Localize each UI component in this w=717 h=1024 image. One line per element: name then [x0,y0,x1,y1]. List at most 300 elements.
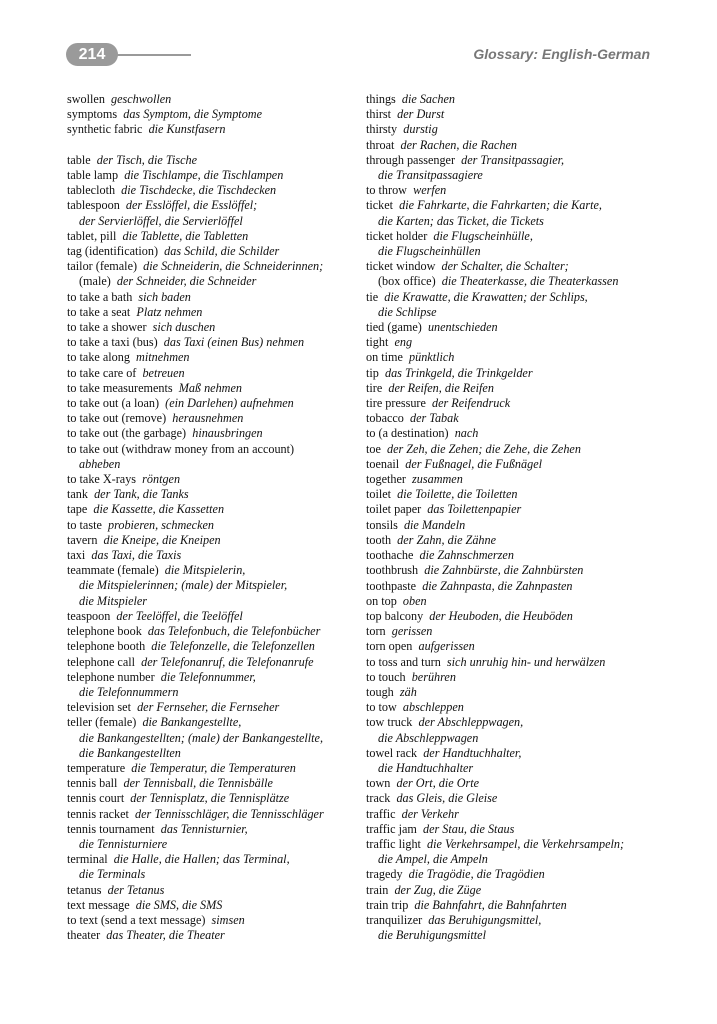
glossary-entry [67,548,357,563]
english-term: traffic jam [366,821,417,836]
glossary-entry [366,883,666,898]
english-term: tablespoon [67,198,120,213]
german-translation: unentschieden [427,320,498,335]
glossary-entry [366,396,666,411]
glossary-entry [67,472,357,487]
german-translation: zusammen [412,472,463,487]
english-term: tennis court [67,791,125,806]
german-translation: der Tisch, die Tische [96,152,197,167]
german-translation: die Transitpassagiere [378,168,483,183]
glossary-entry [366,335,666,350]
german-translation: mitnehmen [136,350,190,365]
english-term: table [67,152,91,167]
english-term: tragedy [366,867,403,882]
glossary-entry [67,381,357,396]
english-term: on top [366,593,397,608]
german-translation: der Rachen, die Rachen [400,137,517,152]
glossary-entry [366,290,666,305]
glossary-entry [366,244,666,259]
german-translation: das Tennisturnier, [160,821,248,836]
glossary-entry [67,913,357,928]
german-translation: oben [402,593,427,608]
glossary-entry [67,229,357,244]
glossary-entry [366,624,666,639]
german-translation: die Zahnbürste, die Zahnbürsten [424,563,584,578]
english-term: to toss and turn [366,654,441,669]
glossary-entry [67,335,357,350]
german-translation: der Servierlöffel, die Servierlöffel [79,213,243,228]
german-translation: hinausbringen [192,426,263,441]
glossary-entry [366,594,666,609]
glossary-entry [67,746,357,761]
english-term: to throw [366,183,407,198]
glossary-entry [67,761,357,776]
german-translation: aufgerissen [418,639,475,654]
glossary-entry [366,426,666,441]
glossary-entry [67,426,357,441]
german-translation: die Bankangestellten; (male) der Bankangestellte, [79,730,324,745]
glossary-entry [366,229,666,244]
german-translation: der Heuboden, die Heuböden [429,608,573,623]
german-translation: die Telefonnummer, [160,669,256,684]
glossary-entry [366,214,666,229]
german-translation: das Theater, die Theater [106,928,225,943]
german-translation: röntgen [142,472,181,487]
english-term: together [366,472,406,487]
english-term: ticket holder [366,228,428,243]
glossary-entry [366,655,666,670]
english-term: to tow [366,700,397,715]
german-translation: die Mandeln [403,517,466,532]
german-translation: die Sachen [401,92,456,106]
german-translation: geschwollen [111,92,172,106]
english-term: tablet, pill [67,228,117,243]
german-translation: die Tischlampe, die Tischlampen [124,168,284,182]
glossary-column-right [366,92,666,943]
german-translation: das Telefonbuch, die Telefonbücher [147,624,321,639]
glossary-entry [366,122,666,137]
german-translation: zäh [399,684,417,699]
glossary-entry [67,822,357,837]
glossary-entry [67,168,357,183]
glossary-entry [366,731,666,746]
german-translation: die Terminals [79,867,146,882]
glossary-entry [366,472,666,487]
english-term: telephone number [67,669,155,684]
german-translation: das Toilettenpapier [427,502,522,517]
german-translation: der Tetanus [107,882,165,897]
german-translation: die Handtuchhalter [378,760,474,775]
english-term: tooth [366,532,392,547]
english-term: toothbrush [366,563,419,578]
glossary-entry [366,487,666,502]
running-head: Glossary: English-German [473,46,650,62]
english-term: symptoms [67,107,118,122]
german-translation: der Reifen, die Reifen [388,380,494,395]
glossary-entry [366,548,666,563]
german-translation: Maß nehmen [178,380,242,395]
german-translation: simsen [211,912,245,927]
german-translation: der Tank, die Tanks [94,487,189,502]
glossary-entry [67,715,357,730]
english-term: theater [67,928,101,943]
glossary-entry [67,153,357,168]
english-term: thirsty [366,122,398,137]
english-term: table lamp [67,168,119,182]
glossary-entry [366,837,666,852]
english-term: to (a destination) [366,426,449,441]
english-term: telephone call [67,654,136,669]
glossary-entry [67,320,357,335]
english-term: tag (identification) [67,244,159,259]
glossary-entry [67,731,357,746]
english-term: synthetic fabric [67,122,143,137]
glossary-entry [366,153,666,168]
german-translation: der Fußnagel, die Fußnägel [405,456,543,471]
german-translation: die Telefonnummern [79,684,179,699]
english-term: tennis tournament [67,821,155,836]
english-term: temperature [67,760,126,775]
german-translation: das Schild, die Schilder [164,244,280,259]
glossary-entry [366,366,666,381]
english-term: top balcony [366,608,424,623]
header-rule [116,54,191,56]
english-term: swollen [67,92,105,106]
german-translation: die Temperatur, die Temperaturen [131,760,296,775]
german-translation: der Tennisball, die Tennisbälle [123,776,273,791]
glossary-entry [366,913,666,928]
glossary-entry [67,290,357,305]
glossary-entry [366,92,666,107]
english-term: television set [67,700,131,715]
english-term: to take a taxi (bus) [67,335,158,350]
page-number-badge: 214 [66,43,118,66]
glossary-entry [366,138,666,153]
glossary-entry [366,746,666,761]
english-term: track [366,791,391,806]
glossary-entry [67,107,357,122]
glossary-entry [366,852,666,867]
german-translation: durstig [403,122,438,137]
german-translation: die Mitspielerin, [164,563,246,578]
english-term: toilet paper [366,502,422,517]
english-term: toilet [366,487,392,502]
german-translation: die Tennisturniere [79,836,168,851]
section-gap [67,138,357,153]
german-translation: der Stau, die Staus [422,821,515,836]
english-term: to take out (withdraw money from an account) [67,441,295,456]
glossary-entry [67,366,357,381]
glossary-entry [67,350,357,365]
glossary-entry [366,457,666,472]
english-term: toenail [366,456,400,471]
english-term: teaspoon [67,608,111,623]
glossary-entry [67,685,357,700]
german-translation: die Mitspielerinnen; (male) der Mitspieler, [79,578,288,593]
german-translation: die Flugscheinhülle, [433,228,533,243]
glossary-entry [67,214,357,229]
glossary-entry [366,350,666,365]
german-translation: das Trinkgeld, die Trinkgelder [384,365,533,380]
english-term: to touch [366,669,406,684]
english-term: tennis ball [67,776,118,791]
german-translation: der Schalter, die Schalter; [441,259,569,274]
glossary-entry [67,807,357,822]
german-translation: das Taxi, die Taxis [91,548,182,563]
english-term: tip [366,365,379,380]
german-translation: der Esslöffel, die Esslöffel; [125,198,258,213]
glossary-entry [366,867,666,882]
glossary-entry [67,244,357,259]
german-translation: die Schneiderin, die Schneiderinnen; [143,259,324,274]
glossary-entry [366,898,666,913]
glossary-entry [366,320,666,335]
glossary-entry [366,259,666,274]
glossary-entry [67,198,357,213]
glossary-entry [67,92,357,107]
german-translation: abheben [79,456,121,471]
glossary-entry [366,305,666,320]
german-translation: die Bankangestellten [79,745,181,760]
english-term: town [366,776,391,791]
english-term: to take a seat [67,304,131,319]
german-translation: die SMS, die SMS [135,897,223,912]
german-translation: die Kneipe, die Kneipen [103,532,221,547]
german-translation: gerissen [391,624,433,639]
english-term: taxi [67,548,86,563]
glossary-entry [366,715,666,730]
german-translation: der Handtuchhalter, [423,745,522,760]
english-term: telephone booth [67,639,146,654]
german-translation: der Reifendruck [432,396,511,411]
german-translation: sich baden [138,289,191,304]
german-translation: der Telefonanruf, die Telefonanrufe [141,654,314,669]
english-term: to take X-rays [67,472,137,487]
german-translation: die Beruhigungsmittel [378,928,486,943]
german-translation: die Tablette, die Tabletten [122,228,249,243]
english-term: things [366,92,396,106]
english-term: torn [366,624,386,639]
german-translation: der Fernseher, die Fernseher [137,700,280,715]
glossary-entry [67,867,357,882]
english-term: train trip [366,897,409,912]
glossary-entry [67,852,357,867]
english-term: traffic light [366,836,421,851]
german-translation: das Symptom, die Symptome [123,107,262,122]
glossary-entry [67,791,357,806]
glossary-entry [366,822,666,837]
glossary-entry [366,563,666,578]
german-translation: der Zug, die Züge [394,882,482,897]
glossary-entry [67,655,357,670]
german-translation: pünktlich [409,350,455,365]
german-translation: das Gleis, die Gleise [396,791,498,806]
glossary-entry [366,442,666,457]
glossary-entry [366,411,666,426]
glossary-entry [366,807,666,822]
english-term: tough [366,684,394,699]
english-term: on time [366,350,403,365]
german-translation: abschleppen [402,700,464,715]
german-translation: der Tennisschläger, die Tennisschläger [135,806,324,821]
german-translation: die Zahnpasta, die Zahnpasten [422,578,573,593]
english-term: toothpaste [366,578,417,593]
german-translation: der Teelöffel, die Teelöffel [116,608,243,623]
glossary-entry [67,533,357,548]
glossary-entry [67,396,357,411]
german-translation: die Tragödie, die Tragödien [408,867,545,882]
german-translation: der Transitpassagier, [461,152,565,167]
german-translation: die Halle, die Hallen; das Terminal, [113,852,290,867]
english-term: tailor (female) [67,259,138,274]
english-term: tobacco [366,411,404,426]
glossary-entry [366,274,666,289]
german-translation: die Bahnfahrt, die Bahnfahrten [414,897,567,912]
english-term: tire [366,380,383,395]
english-term: ticket window [366,259,436,274]
german-translation: der Zeh, die Zehen; die Zehe, die Zehen [386,441,581,456]
english-term: ticket [366,198,394,213]
english-term: tie [366,289,379,304]
english-term: traffic [366,806,396,821]
german-translation: die Theaterkasse, die Theaterkassen [441,274,619,289]
glossary-entry [67,518,357,533]
english-term: towel rack [366,745,418,760]
glossary-entry [67,609,357,624]
german-translation: Platz nehmen [136,304,203,319]
german-translation: herausnehmen [172,411,244,426]
german-translation: eng [394,335,413,350]
glossary-column-left [67,92,357,943]
german-translation: nach [454,426,479,441]
german-translation: die Telefonzelle, die Telefonzellen [151,639,315,654]
german-translation: betreuen [142,365,185,380]
glossary-entry [366,670,666,685]
german-translation: der Ort, die Orte [396,776,480,791]
german-translation: die Flugscheinhüllen [378,244,481,259]
glossary-entry [67,274,357,289]
glossary-entry [67,883,357,898]
english-term: (box office) [378,274,436,289]
english-term: to take out (a loan) [67,396,160,411]
english-term: teller (female) [67,715,137,730]
english-term: torn open [366,639,413,654]
german-translation: der Zahn, die Zähne [397,532,497,547]
german-translation: der Tennisplatz, die Tennisplätze [130,791,290,806]
english-term: toe [366,441,381,456]
glossary-entry [67,457,357,472]
german-translation: die Schlipse [378,304,437,319]
english-term: thirst [366,107,392,122]
german-translation: der Schneider, die Schneider [116,274,257,289]
english-term: terminal [67,852,108,867]
german-translation: sich duschen [152,320,216,335]
glossary-entry [366,198,666,213]
english-term: through passenger [366,152,456,167]
english-term: to take along [67,350,130,365]
english-term: train [366,882,389,897]
glossary-entry [366,776,666,791]
english-term: to taste [67,517,102,532]
german-translation: die Verkehrsampel, die Verkehrsampeln; [427,836,625,851]
german-translation: der Abschleppwagen, [418,715,524,730]
glossary-entry [67,639,357,654]
german-translation: die Zahnschmerzen [419,548,514,563]
glossary-entry [366,381,666,396]
glossary-entry [67,594,357,609]
glossary-entry [67,578,357,593]
english-term: tonsils [366,517,398,532]
glossary-entry [67,563,357,578]
glossary-entry [67,700,357,715]
german-translation: das Beruhigungsmittel, [428,912,542,927]
glossary-entry [67,624,357,639]
glossary-entry [67,776,357,791]
english-term: to text (send a text message) [67,912,206,927]
german-translation: die Tischdecke, die Tischdecken [121,183,277,198]
german-translation: die Kassette, die Kassetten [93,502,225,517]
glossary-entry [366,928,666,943]
english-term: tire pressure [366,396,426,411]
glossary-entry [67,487,357,502]
glossary-entry [366,761,666,776]
english-term: to take out (the garbage) [67,426,187,441]
english-term: tranquilizer [366,912,423,927]
glossary-entry [67,898,357,913]
glossary-entry [366,579,666,594]
english-term: (male) [79,274,111,289]
english-term: tetanus [67,882,102,897]
glossary-entry [366,183,666,198]
english-term: tank [67,487,88,502]
glossary-entry [366,791,666,806]
english-term: tavern [67,532,98,547]
german-translation: die Toilette, die Toiletten [397,487,518,502]
glossary-entry [67,502,357,517]
glossary-entry [67,411,357,426]
english-term: text message [67,897,130,912]
german-translation: die Karten; das Ticket, die Tickets [378,213,544,228]
glossary-entry [366,168,666,183]
german-translation: der Durst [397,107,445,122]
english-term: tennis racket [67,806,129,821]
glossary-entry [67,305,357,320]
english-term: tight [366,335,389,350]
glossary-entry [366,609,666,624]
german-translation: die Abschleppwagen [378,730,479,745]
english-term: tow truck [366,715,413,730]
english-term: tied (game) [366,320,422,335]
german-translation: die Fahrkarte, die Fahrkarten; die Karte, [399,198,602,213]
german-translation: die Mitspieler [79,593,148,608]
glossary-entry [366,107,666,122]
german-translation: werfen [413,183,447,198]
english-term: to take out (remove) [67,411,167,426]
english-term: throat [366,137,395,152]
english-term: tablecloth [67,183,116,198]
glossary-entry [366,685,666,700]
english-term: tape [67,502,88,517]
english-term: toothache [366,548,414,563]
german-translation: die Kunstfasern [148,122,226,137]
glossary-entry [67,259,357,274]
english-term: telephone book [67,624,142,639]
german-translation: die Ampel, die Ampeln [378,852,488,867]
english-term: to take care of [67,365,137,380]
glossary-entry [67,670,357,685]
glossary-entry [67,183,357,198]
glossary-entry [366,639,666,654]
